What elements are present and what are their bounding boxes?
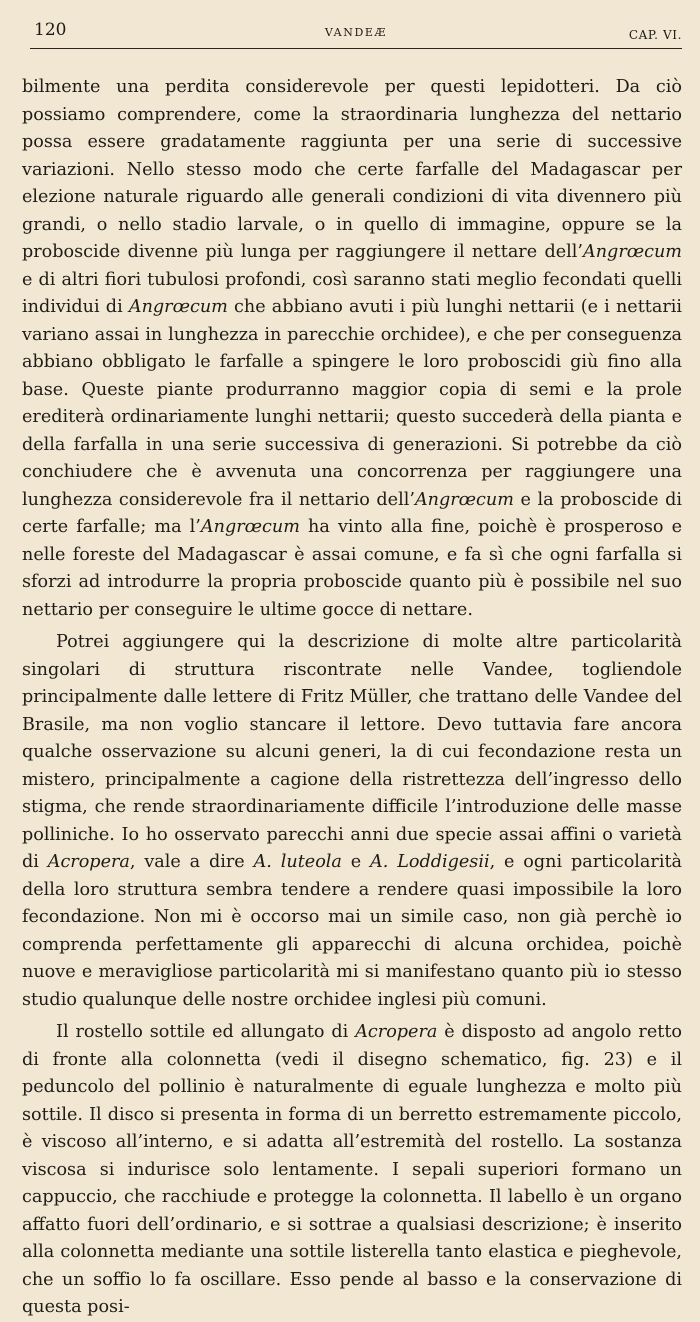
running-title: VANDEÆ — [324, 26, 388, 39]
chapter-label: CAP. VI. — [628, 28, 682, 42]
page-header — [30, 18, 682, 49]
page-number: 120 — [34, 20, 67, 40]
italic-term: Angrœcum — [128, 297, 228, 317]
text-run: è disposto ad angolo retto di fronte alla colonnetta (vedi il disegno schematico, fig. 23) e il peduncolo del pollinio è naturalmente di eguale lunghezza e molto più sottile. Il disco si presenta in forma di un berretto estremamente piccolo, è viscoso all’interno, e si adatta all’estremità del rostello. La sostanza viscosa si indurisce solo lentamente. I sepali superiori formano un cappuccio, che racchiude e protegge la colonnetta. Il labello è un organo affatto fuori dell’ordinario, e si sottrae a qualsiasi descrizione; è inserito alla colonnetta mediante una sottile listerella tanto elastica e pieghevole, che un soffio lo fa oscillare. Esso pende al basso e la conservazione di questa posi- — [22, 1022, 682, 1317]
italic-term: A. luteola — [253, 852, 342, 872]
body-text — [22, 74, 682, 1322]
text-run: , e ogni particolarità della loro struttura sembra tendere a rendere quasi impossibile la loro fecondazione. Non mi è occorso mai un simile caso, non già perchè io comprenda perfettamente gli apparecchi di alcuna orchidea, poichè nuove e meravigliose particolarità mi si manifestano quanto più io stesso studio qualunque delle nostre orchidee inglesi più comuni. — [22, 852, 682, 1010]
text-run: , vale a dire — [129, 852, 254, 872]
italic-term: Acropera — [47, 852, 130, 872]
italic-term: Angrœcum — [414, 489, 514, 510]
text-run: e — [341, 852, 371, 872]
italic-term: Angrœcum — [200, 517, 300, 537]
paragraph — [22, 74, 682, 624]
italic-term: Acropera — [355, 1022, 438, 1042]
text-run: e di altri fiori tubulosi profondi, così saranno stati meglio fecondati quelli individui di — [22, 269, 682, 317]
paragraph — [22, 1019, 682, 1322]
paragraph — [22, 629, 682, 1014]
text-run: bilmente una perdita considerevole per questi lepidotteri. Da ciò possiamo comprendere, come la straordinaria lunghezza del nettario possa essere gradatamente raggiunta per una serie di successive variazioni. Nello stesso modo che certe farfalle del Madagascar per elezione naturale riguardo alle generali condizioni di vita divennero più grandi, o nello stadio larvale, o in quello di immagine, oppure se la proboscide divenne più lunga per raggiungere il nettare dell’ — [22, 77, 682, 262]
text-run: Potrei aggiungere qui la descrizione di molte altre particolarità singolari di struttura riscontrate nelle Vandee, togliendole principalmente dalle lettere di Fritz Müller, che trattano delle Vandee del Brasile, ma non voglio stancare il lettore. Devo tuttavia fare ancora qualche osservazione su alcuni generi, la di cui fecondazione resta un mistero, principalmente a cagione della ristrettezza dell’ingresso dello stigma, che rende straordinariamente difficile l’introduzione delle masse polliniche. Io ho osservato parecchi anni due specie assai affini o varietà di — [22, 632, 682, 872]
text-run: che abbiano avuti i più lunghi nettarii (e i nettarii variano assai in lunghezza in parecchie orchidee), e che per conseguenza abbiano obbligato le farfalle a spingere le loro proboscidi giù fino alla base. Queste piante produrranno maggior copia di semi e la prole erediterà ordinariamente lunghi nettarii; questo succederà della pianta e della farfalla in una serie successiva di generazioni. Si potrebbe da ciò conchiudere che è avvenuta una concorrenza per raggiungere una lunghezza considerevole fra il nettario dell’ — [22, 297, 682, 510]
text-run: e la proboscide di certe farfalle; ma l’ — [22, 489, 683, 537]
italic-term: Angrœcum — [583, 242, 682, 262]
italic-term: A. Loddigesii — [370, 852, 490, 872]
text-run: ha vinto alla fine, poichè è prosperoso e nelle foreste del Madagascar è assai comune, e fa sì che ogni farfalla si sforzi ad introdurre la propria proboscide quanto più è possibile nel suo nettario per conseguire le ultime gocce di nettare. — [22, 517, 682, 620]
text-run: Il rostello sottile ed allungato di — [56, 1022, 356, 1042]
